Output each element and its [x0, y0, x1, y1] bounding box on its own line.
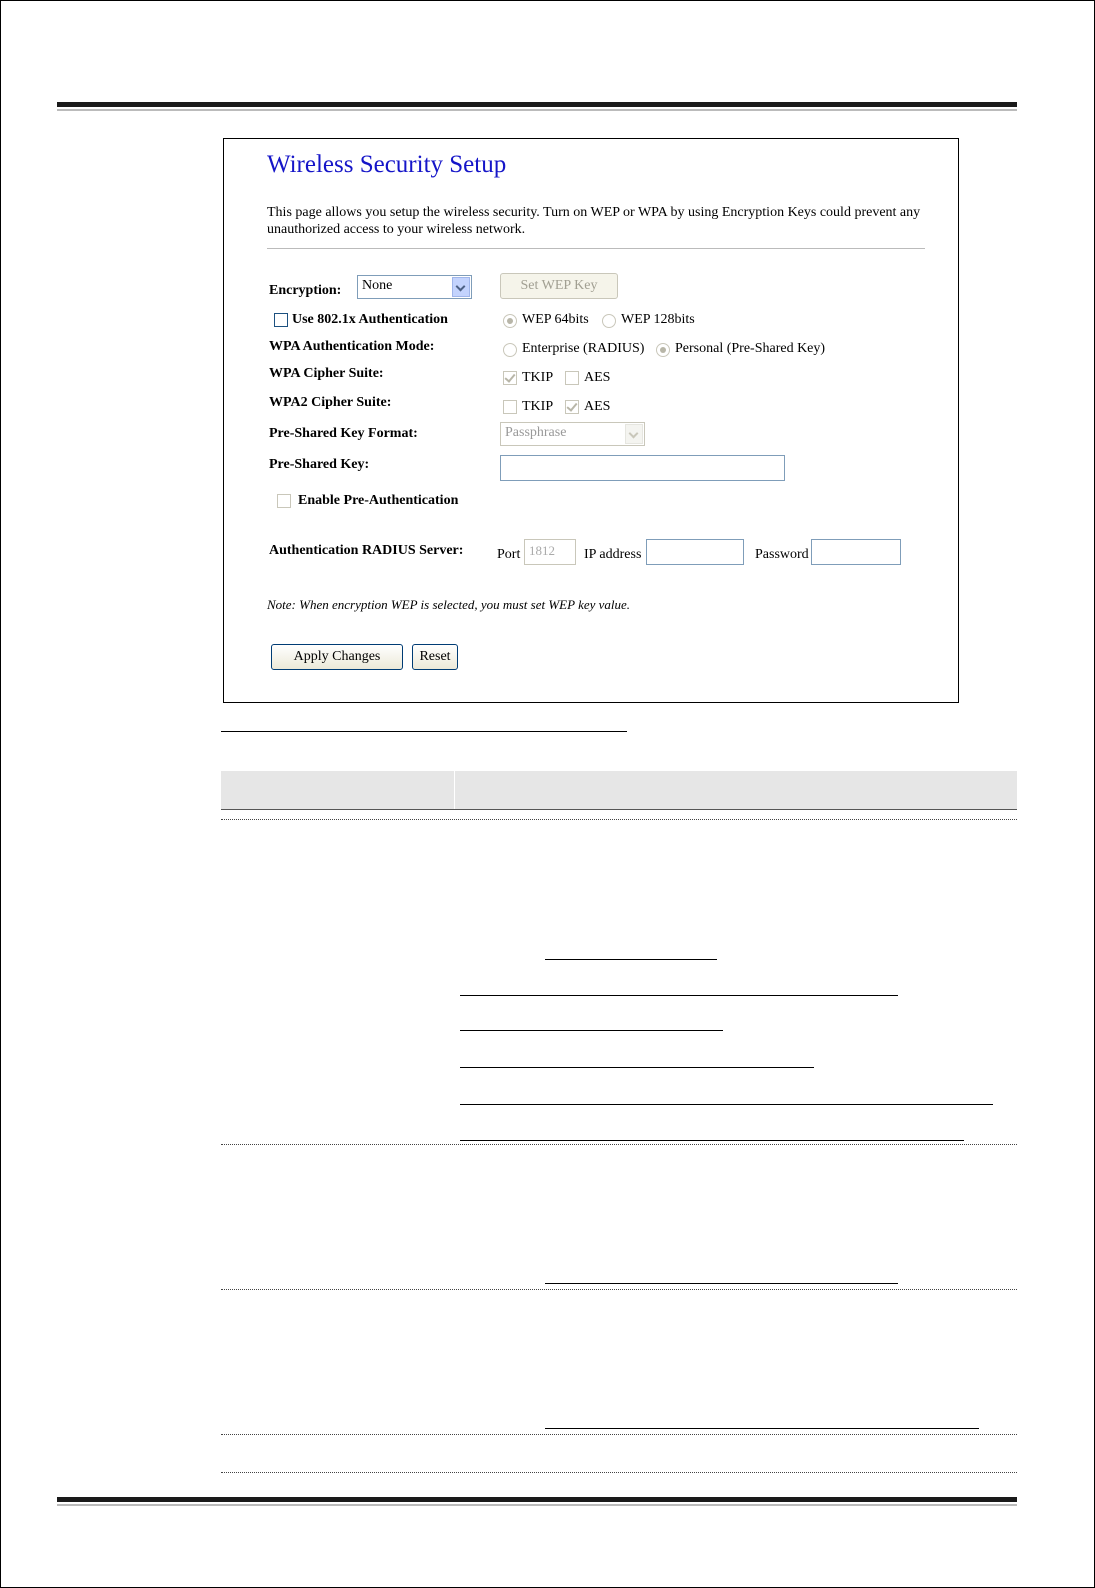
- ip-address-label: IP address: [584, 547, 642, 562]
- wpa-aes-label: AES: [584, 370, 611, 385]
- use-8021x-checkbox[interactable]: [274, 313, 288, 327]
- header-rule: [57, 102, 1017, 107]
- wep-64-label: WEP 64bits: [522, 312, 589, 327]
- encryption-select-value: None: [362, 278, 393, 293]
- psk-label: Pre-Shared Key:: [269, 457, 370, 472]
- encryption-label: Encryption:: [269, 283, 342, 298]
- radius-server-label: Authentication RADIUS Server:: [269, 543, 464, 558]
- apply-changes-button[interactable]: Apply Changes: [271, 644, 403, 670]
- wep-note: Note: When encryption WEP is selected, you must set WEP key value.: [267, 597, 631, 612]
- encryption-select[interactable]: [357, 275, 472, 299]
- underline: [460, 995, 898, 996]
- table-row-border: [221, 1144, 1017, 1145]
- wpa-aes-checkbox[interactable]: [565, 371, 579, 385]
- divider: [267, 248, 925, 249]
- wep-64-radio[interactable]: [503, 314, 517, 328]
- pre-auth-label: Enable Pre-Authentication: [298, 493, 459, 508]
- psk-format-select[interactable]: [500, 422, 645, 446]
- reset-button[interactable]: Reset: [412, 644, 458, 670]
- wpa-tkip-checkbox[interactable]: [503, 371, 517, 385]
- wpa2-tkip-label: TKIP: [522, 399, 554, 414]
- psk-format-select-value: Passphrase: [505, 425, 567, 440]
- ip-address-input[interactable]: [646, 539, 744, 565]
- wpa-auth-mode-label: WPA Authentication Mode:: [269, 339, 435, 354]
- page-description: This page allows you setup the wireless security. Turn on WEP or WPA by using Encryption Keys could prevent any unauthorized access to your wireless network.: [267, 205, 921, 237]
- psk-input[interactable]: [500, 455, 785, 481]
- page-title: Wireless Security Setup: [267, 151, 507, 178]
- table-row-border: [221, 819, 1017, 820]
- pre-auth-checkbox[interactable]: [277, 494, 291, 508]
- underline: [545, 1283, 898, 1284]
- table-row-border: [221, 1289, 1017, 1290]
- set-wep-key-button[interactable]: Set WEP Key: [500, 273, 618, 299]
- wpa-tkip-label: TKIP: [522, 370, 554, 385]
- password-input[interactable]: [811, 539, 901, 565]
- caption-underline: [221, 731, 627, 732]
- password-label: Password: [755, 547, 809, 562]
- personal-label: Personal (Pre-Shared Key): [675, 341, 826, 356]
- enterprise-label: Enterprise (RADIUS): [522, 341, 645, 356]
- chevron-down-icon[interactable]: [452, 277, 470, 297]
- port-input[interactable]: 1812: [524, 539, 576, 565]
- underline: [460, 1104, 993, 1105]
- chevron-down-icon[interactable]: [625, 424, 643, 444]
- underline: [545, 1428, 979, 1429]
- underline: [545, 959, 717, 960]
- wpa-cipher-label: WPA Cipher Suite:: [269, 366, 384, 381]
- table-header-separator: [454, 771, 455, 809]
- personal-radio[interactable]: [656, 343, 670, 357]
- wpa2-tkip-checkbox[interactable]: [503, 400, 517, 414]
- footer-rule: [57, 1497, 1017, 1502]
- underline: [460, 1067, 814, 1068]
- wpa2-aes-checkbox[interactable]: [565, 400, 579, 414]
- table-row-border: [221, 1472, 1017, 1473]
- underline: [460, 1030, 723, 1031]
- psk-format-label: Pre-Shared Key Format:: [269, 426, 418, 441]
- wpa2-aes-label: AES: [584, 399, 611, 414]
- enterprise-radio[interactable]: [503, 343, 517, 357]
- wep-128-label: WEP 128bits: [621, 312, 695, 327]
- wep-128-radio[interactable]: [602, 314, 616, 328]
- table-header: [221, 771, 1017, 810]
- use-8021x-label: Use 802.1x Authentication: [292, 312, 448, 327]
- port-label: Port: [497, 547, 521, 562]
- underline: [460, 1140, 964, 1141]
- table-row-border: [221, 1434, 1017, 1435]
- wpa2-cipher-label: WPA2 Cipher Suite:: [269, 395, 392, 410]
- wireless-security-setup-panel: [223, 138, 959, 703]
